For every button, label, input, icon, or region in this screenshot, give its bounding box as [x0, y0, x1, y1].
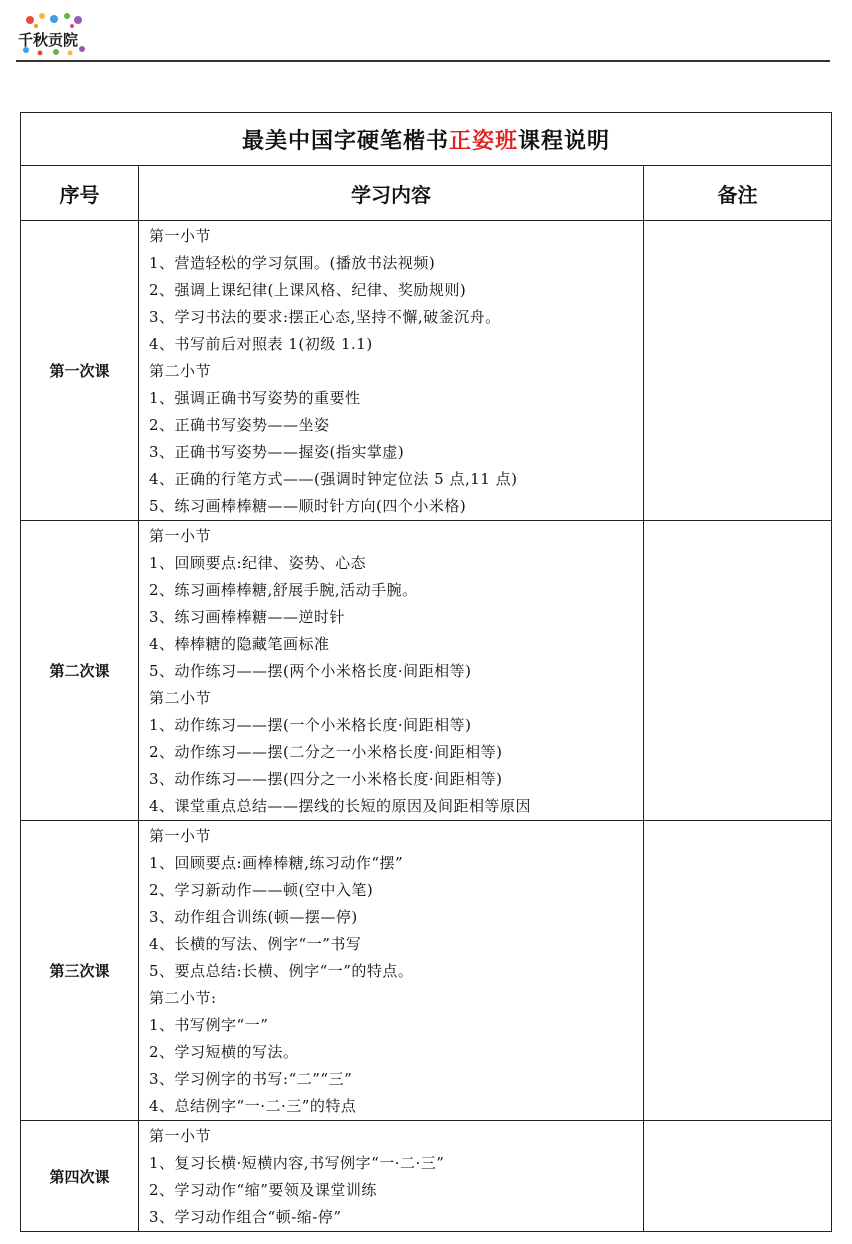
table-row [21, 1121, 832, 1232]
lesson-content [139, 1121, 644, 1232]
title-prefix: 最美中国字硬笔楷书 [241, 127, 449, 154]
content-line: 1、书写例字“一” [149, 1016, 269, 1034]
content-line: 1、回顾要点:纪律、姿势、心态 [149, 554, 367, 572]
page-header [0, 0, 852, 62]
content-line: 3、正确书写姿势——握姿(指实掌虚) [149, 443, 405, 461]
lesson-content [139, 521, 644, 821]
content-line: 2、练习画棒棒糖,舒展手腕,活动手腕。 [149, 581, 418, 599]
content-line: 第二小节 [149, 362, 212, 380]
content-line: 2、学习动作“缩”要领及课堂训练 [149, 1181, 377, 1199]
content-line: 第一小节 [149, 527, 212, 545]
lesson-note [644, 221, 832, 521]
lesson-name: 第三次课 [21, 821, 139, 1121]
lesson-note [644, 521, 832, 821]
content-line: 第一小节 [149, 827, 212, 845]
header-note: 备注 [644, 166, 832, 221]
content-line: 5、动作练习——摆(两个小米格长度·间距相等) [149, 662, 472, 680]
content-line: 第一小节 [149, 1127, 212, 1145]
content-line: 4、正确的行笔方式——(强调时钟定位法 5 点,11 点) [149, 470, 518, 488]
content-line: 4、总结例字“一·二·三”的特点 [149, 1097, 357, 1115]
content-line: 5、练习画棒棒糖——顺时针方向(四个小米格) [149, 497, 467, 515]
lesson-name: 第二次课 [21, 521, 139, 821]
header-content: 学习内容 [139, 166, 644, 221]
content-line: 3、学习书法的要求:摆正心态,坚持不懈,破釜沉舟。 [149, 308, 501, 326]
content-line: 5、要点总结:长横、例字“一”的特点。 [149, 962, 414, 980]
content-line: 4、棒棒糖的隐藏笔画标准 [149, 635, 330, 653]
lesson-content [139, 221, 644, 521]
content-line: 2、强调上课纪律(上课风格、纪律、奖励规则) [149, 281, 467, 299]
content-line: 3、学习例字的书写:“二”“三” [149, 1070, 353, 1088]
content-line: 1、复习长横·短横内容,书写例字“一·二·三” [149, 1154, 445, 1172]
content-line: 3、学习动作组合“顿-缩-停” [149, 1208, 342, 1226]
content-line: 第二小节 [149, 689, 212, 707]
table-row [21, 821, 832, 1121]
header-divider [16, 60, 830, 62]
content-line: 2、动作练习——摆(二分之一小米格长度·间距相等) [149, 743, 503, 761]
lesson-rows [21, 221, 832, 1232]
content-line: 2、正确书写姿势——坐姿 [149, 416, 330, 434]
content-line: 第二小节: [149, 989, 217, 1007]
content-line: 4、长横的写法、例字“一”书写 [149, 935, 362, 953]
lesson-name: 第四次课 [21, 1121, 139, 1232]
lesson-note [644, 1121, 832, 1232]
lesson-name: 第一次课 [21, 221, 139, 521]
content-line: 1、强调正确书写姿势的重要性 [149, 389, 361, 407]
table-row [21, 521, 832, 821]
lesson-note [644, 821, 832, 1121]
content-line: 3、动作练习——摆(四分之一小米格长度·间距相等) [149, 770, 503, 788]
content-line: 1、回顾要点:画棒棒糖,练习动作“摆” [149, 854, 404, 872]
content-line: 2、学习新动作——顿(空中入笔) [149, 881, 374, 899]
content-line: 4、书写前后对照表 1(初级 1.1) [149, 335, 373, 353]
content-line: 3、练习画棒棒糖——逆时针 [149, 608, 346, 626]
content-line: 1、动作练习——摆(一个小米格长度·间距相等) [149, 716, 472, 734]
content-line: 第一小节 [149, 227, 212, 245]
table-title [21, 113, 832, 166]
title-highlight: 正姿班 [448, 127, 518, 154]
logo-text: 千秋贡院 [18, 31, 79, 49]
course-table [20, 112, 832, 1232]
title-suffix: 课程说明 [518, 127, 611, 154]
content-line: 2、学习短横的写法。 [149, 1043, 299, 1061]
content-line: 1、营造轻松的学习氛围。(播放书法视频) [149, 254, 436, 272]
content-line: 3、动作组合训练(顿—摆—停) [149, 908, 358, 926]
lesson-content [139, 821, 644, 1121]
table-row [21, 221, 832, 521]
content-line: 4、课堂重点总结——摆线的长短的原因及间距相等原因 [149, 797, 532, 815]
header-index: 序号 [21, 166, 139, 221]
logo [12, 10, 94, 56]
